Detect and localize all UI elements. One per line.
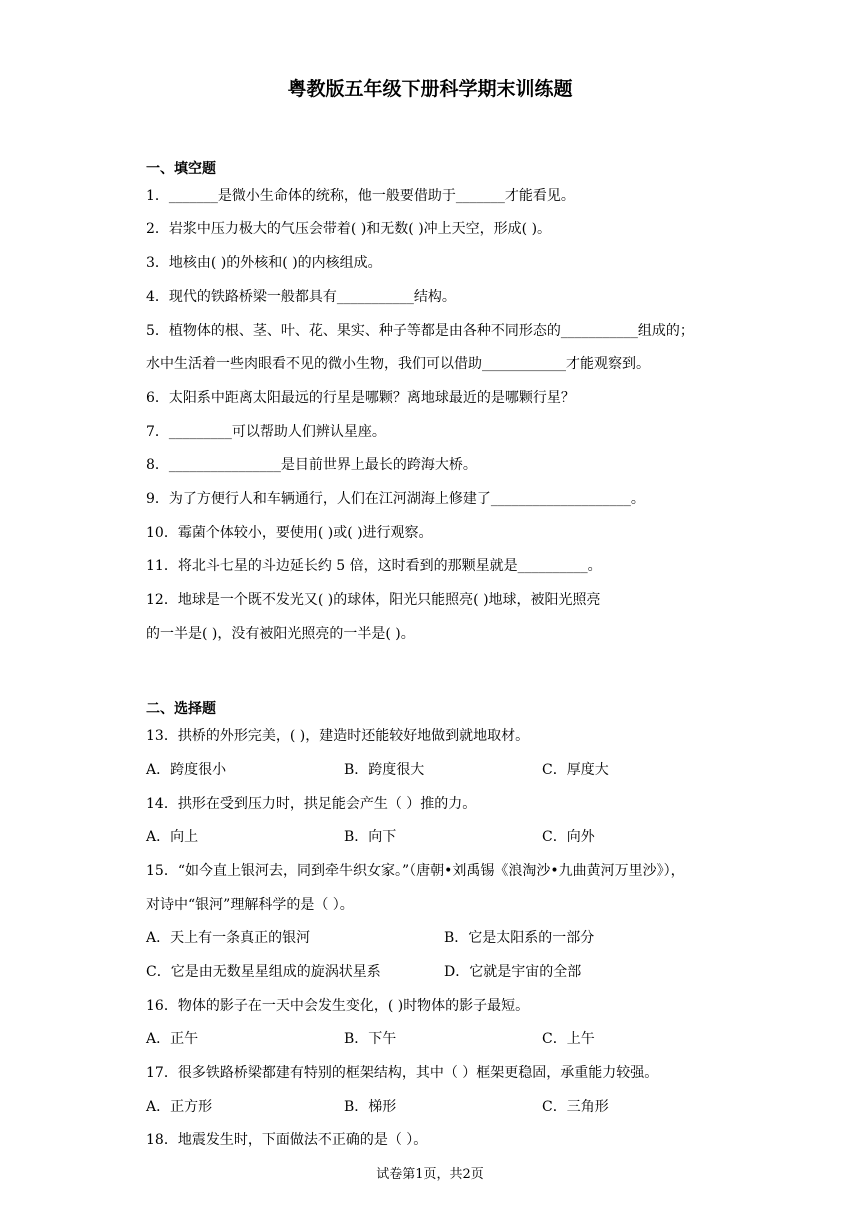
question-13-option-b: B．跨度很大	[344, 762, 425, 778]
question-8: 8．________________是目前世界上最长的跨海大桥。	[146, 457, 477, 473]
question-6: 6．太阳系中距离太阳最远的行星是哪颗？离地球最近的是哪颗行星？	[146, 390, 575, 406]
question-16-option-b: B．下午	[344, 1031, 397, 1047]
question-14-option-a: A．向上	[146, 829, 199, 845]
question-13-option-c: C．厚度大	[542, 762, 609, 778]
question-17: 17．很多铁路桥梁都建有特别的框架结构，其中（ ）框架更稳固，承重能力较强。	[146, 1065, 659, 1081]
question-9: 9．为了方便行人和车辆通行，人们在江河湖海上修建了____________________。	[146, 491, 645, 507]
question-5-line-2: 水中生活着一些肉眼看不见的微小生物，我们可以借助____________才能观察到。	[146, 356, 650, 372]
question-13-option-a: A．跨度很小	[146, 762, 227, 778]
question-14: 14．拱形在受到压力时，拱足能会产生（ ）推的力。	[146, 796, 477, 812]
section-heading-multiple-choice: 二、选择题	[146, 701, 216, 717]
question-2: 2．岩浆中压力极大的气压会带着( )和无数( )冲上天空，形成( )。	[146, 221, 552, 237]
question-17-option-b: B．梯形	[344, 1099, 397, 1115]
section-heading-fill-blank: 一、填空题	[146, 161, 216, 177]
question-1: 1．_______是微小生命体的统称，他一般要借助于_______才能看见。	[146, 188, 575, 204]
question-16: 16．物体的影子在一天中会发生变化，( )时物体的影子最短。	[146, 998, 530, 1014]
page-footer: 试卷第1页，共2页	[376, 1167, 484, 1182]
question-15-option-d: D．它就是宇宙的全部	[444, 964, 582, 980]
question-18: 18．地震发生时，下面做法不正确的是（ ）。	[146, 1132, 428, 1148]
question-5-line-1: 5．植物体的根、茎、叶、花、果实、种子等都是由各种不同形态的___________组成的；	[146, 323, 694, 339]
question-7: 7．_________可以帮助人们辨认星座。	[146, 424, 386, 440]
question-15-option-c: C．它是由无数星星组成的旋涡状星系	[146, 964, 381, 980]
question-3: 3．地核由( )的外核和( )的内核组成。	[146, 255, 382, 271]
question-15-line-1: 15．“如今直上银河去，同到牵牛织女家。”（唐朝•刘禹锡《浪淘沙•九曲黄河万里沙》），	[146, 863, 685, 879]
question-17-option-c: C．三角形	[542, 1099, 609, 1115]
question-10: 10．霉菌个体较小，要使用( )或( )进行观察。	[146, 525, 433, 541]
question-15-option-b: B．它是太阳系的一部分	[444, 930, 595, 946]
question-12-line-1: 12．地球是一个既不发光又( )的球体，阳光只能照亮( )地球，被阳光照亮	[146, 592, 601, 608]
question-15-option-a: A．天上有一条真正的银河	[146, 930, 311, 946]
page-title: 粤教版五年级下册科学期末训练题	[287, 78, 573, 100]
question-14-option-b: B．向下	[344, 829, 397, 845]
question-12-line-2: 的一半是( )，没有被阳光照亮的一半是( )。	[146, 626, 415, 642]
question-17-option-a: A．正方形	[146, 1099, 213, 1115]
question-16-option-a: A．正午	[146, 1031, 199, 1047]
question-14-option-c: C．向外	[542, 829, 595, 845]
question-13: 13．拱桥的外形完美，( )，建造时还能较好地做到就地取材。	[146, 728, 530, 744]
question-4: 4．现代的铁路桥梁一般都具有___________结构。	[146, 289, 456, 305]
question-16-option-c: C．上午	[542, 1031, 595, 1047]
question-11: 11．将北斗七星的斗边延长约 5 倍，这时看到的那颗星就是__________。	[146, 558, 602, 574]
question-15-line-2: 对诗中“银河”理解科学的是（ ）。	[146, 897, 354, 913]
